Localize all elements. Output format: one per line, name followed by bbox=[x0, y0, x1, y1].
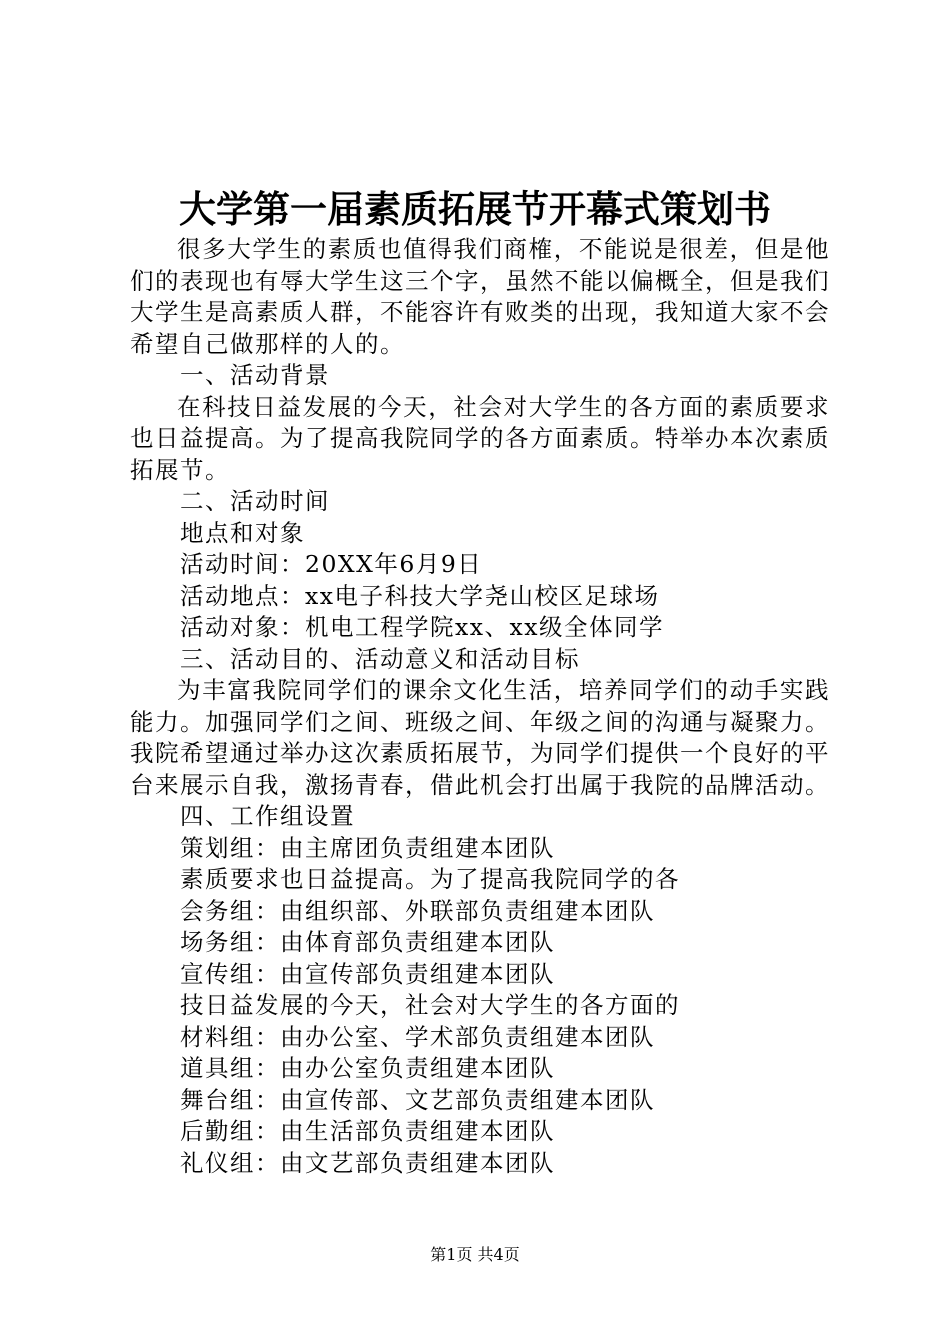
group-line: 会务组：由组织部、外联部负责组建本团队 bbox=[180, 896, 655, 925]
group-line: 礼仪组：由文艺部负责组建本团队 bbox=[180, 1148, 555, 1177]
section-heading-purpose: 三、活动目的、活动意义和活动目标 bbox=[180, 644, 580, 673]
document-title: 大学第一届素质拓展节开幕式策划书 bbox=[179, 187, 771, 231]
group-line: 素质要求也日益提高。为了提高我院同学的各 bbox=[180, 865, 680, 893]
group-line: 道具组：由办公室负责组建本团队 bbox=[180, 1054, 555, 1082]
group-line: 材料组：由办公室、学术部负责组建本团队 bbox=[180, 1022, 655, 1051]
paragraph-intro: 很多大学生的素质也值得我们商榷，不能说是很差，但是他们的表现也有辱大学生这三个字，虽然不能以偏概全，但是我们大学生是高素质人群，不能容许有败类的出现，我知道大家不会希望自己做那样的人的。 bbox=[130, 235, 830, 358]
paragraph-purpose: 为丰富我院同学们的课余文化生活，培养同学们的动手实践能力。加强同学们之间、班级之间、年级之间的沟通与凝聚力。我院希望通过举办这次素质拓展节，为同学们提供一个良好的平台来展示自我，激扬青春，借此机会打出属于我院的品牌活动。 bbox=[130, 676, 830, 799]
group-line: 技日益发展的今天，社会对大学生的各方面的 bbox=[180, 991, 680, 1019]
activity-place-line: 活动地点：xx电子科技大学尧山校区足球场 bbox=[180, 581, 660, 610]
section-heading-groups: 四、工作组设置 bbox=[180, 802, 355, 830]
activity-audience-line: 活动对象：机电工程学院xx、xx级全体同学 bbox=[180, 613, 665, 641]
section-heading-time: 二、活动时间 bbox=[180, 487, 330, 515]
group-line: 宣传组：由宣传部负责组建本团队 bbox=[180, 959, 555, 988]
group-line: 舞台组：由宣传部、文艺部负责组建本团队 bbox=[180, 1085, 655, 1114]
group-line: 策划组：由主席团负责组建本团队 bbox=[180, 833, 555, 862]
document-body bbox=[130, 234, 830, 1179]
section-heading-time-cont: 地点和对象 bbox=[180, 518, 305, 547]
page-footer: 第1页 共4页 bbox=[430, 1245, 520, 1264]
activity-time-line: 活动时间：20XX年6月9日 bbox=[180, 550, 483, 578]
section-heading-background: 一、活动背景 bbox=[180, 361, 330, 389]
group-line: 后勤组：由生活部负责组建本团队 bbox=[180, 1117, 555, 1145]
group-line: 场务组：由体育部负责组建本团队 bbox=[180, 928, 555, 956]
paragraph-background: 在科技日益发展的今天，社会对大学生的各方面的素质要求也日益提高。为了提高我院同学的各方面素质。特举办本次素质拓展节。 bbox=[130, 392, 830, 484]
